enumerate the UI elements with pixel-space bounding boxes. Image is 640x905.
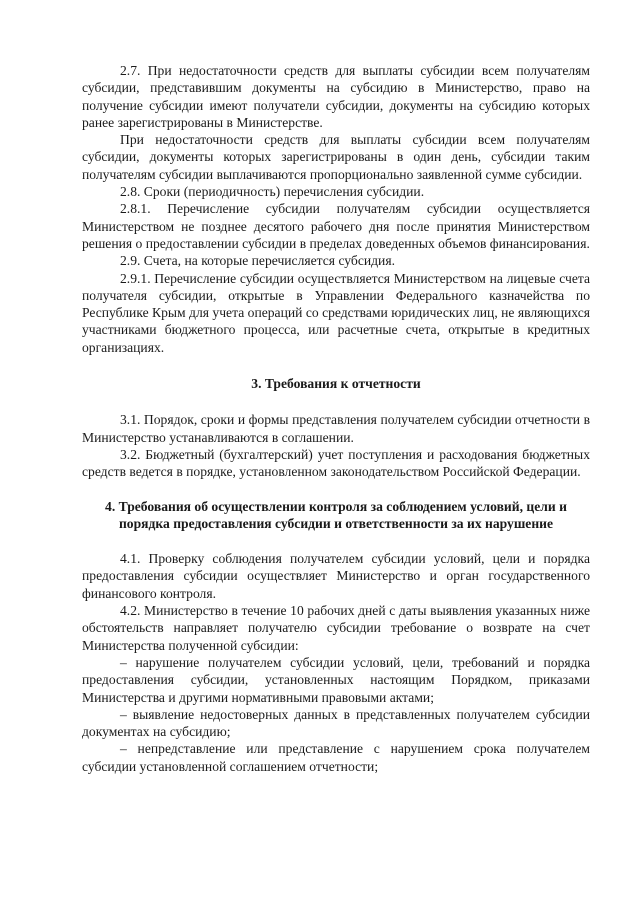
list-item-no-reporting: – непредставление или представление с нарушением срока получателем субсидии установленной соглашением отчетности; <box>82 741 590 774</box>
section-4-heading: 4. Требования об осуществлении контроля за соблюдением условий, цели и порядка предоставления субсидии и ответственности за их нарушение <box>105 498 567 531</box>
paragraph-2-9-1: 2.9.1. Перечисление субсидии осуществляется Министерством на лицевые счета получателя субсидии, открытые в Управлении Федерального казначейства по Республике Крым для учета операций со средствами юридических лиц, не являющихся участниками бюджетного процесса, или расчетные счета, открытые в кредитных организациях. <box>82 270 590 355</box>
paragraph-2-7: 2.7. При недостаточности средств для выплаты субсидии всем получателям субсидии, представившим документы на субсидию в Министерство, право на получение субсидии имеют получатели субсидии, документы на субсидию которых ранее зарегистрированы в Министерстве. <box>82 63 590 130</box>
paragraph-2-8: 2.8. Сроки (периодичность) перечисления субсидии. <box>120 184 425 200</box>
paragraph-2-9: 2.9. Счета, на которые перечисляется субсидия. <box>120 253 395 269</box>
list-item-violation: – нарушение получателем субсидии условий, цели, требований и порядка предоставления субсидии, установленных настоящим Порядком, приказами Министерства и другими нормативными правовыми актами; <box>82 654 590 705</box>
paragraph-2-8-1: 2.8.1. Перечисление субсидии получателям субсидии осуществляется Министерством не позднее десятого рабочего дня после принятия Министерством решения о предоставлении субсидии в пределах доведенных объемов финансирования. <box>82 201 590 251</box>
section-3-heading: 3. Требования к отчетности <box>251 376 421 392</box>
document-page <box>82 62 590 775</box>
paragraph-4-2: 4.2. Министерство в течение 10 рабочих дней с даты выявления указанных ниже обстоятельств направляет получателю субсидии требование о возврате на счет Министерства полученной субсидии: <box>82 603 590 653</box>
paragraph-4-1: 4.1. Проверку соблюдения получателем субсидии условий, цели и порядка предоставления субсидии осуществляет Министерство и орган государственного финансового контроля. <box>82 551 590 601</box>
paragraph-3-1: 3.1. Порядок, сроки и формы представления получателем субсидии отчетности в Министерство устанавливаются в соглашении. <box>82 412 590 445</box>
list-item-false-data: – выявление недостоверных данных в представленных получателем субсидии документах на субсидию; <box>82 706 590 740</box>
paragraph-3-2: 3.2. Бюджетный (бухгалтерский) учет поступления и расходования бюджетных средств ведется в порядке, установленном законодательством Российской Федерации. <box>82 446 590 480</box>
paragraph-2-7-insufficient-funds: При недостаточности средств для выплаты субсидии всем получателям субсидии, документы которых зарегистрированы в один день, субсидии таким получателям субсидии выплачиваются пропорционально заявленной сумме субсидии. <box>82 132 590 182</box>
